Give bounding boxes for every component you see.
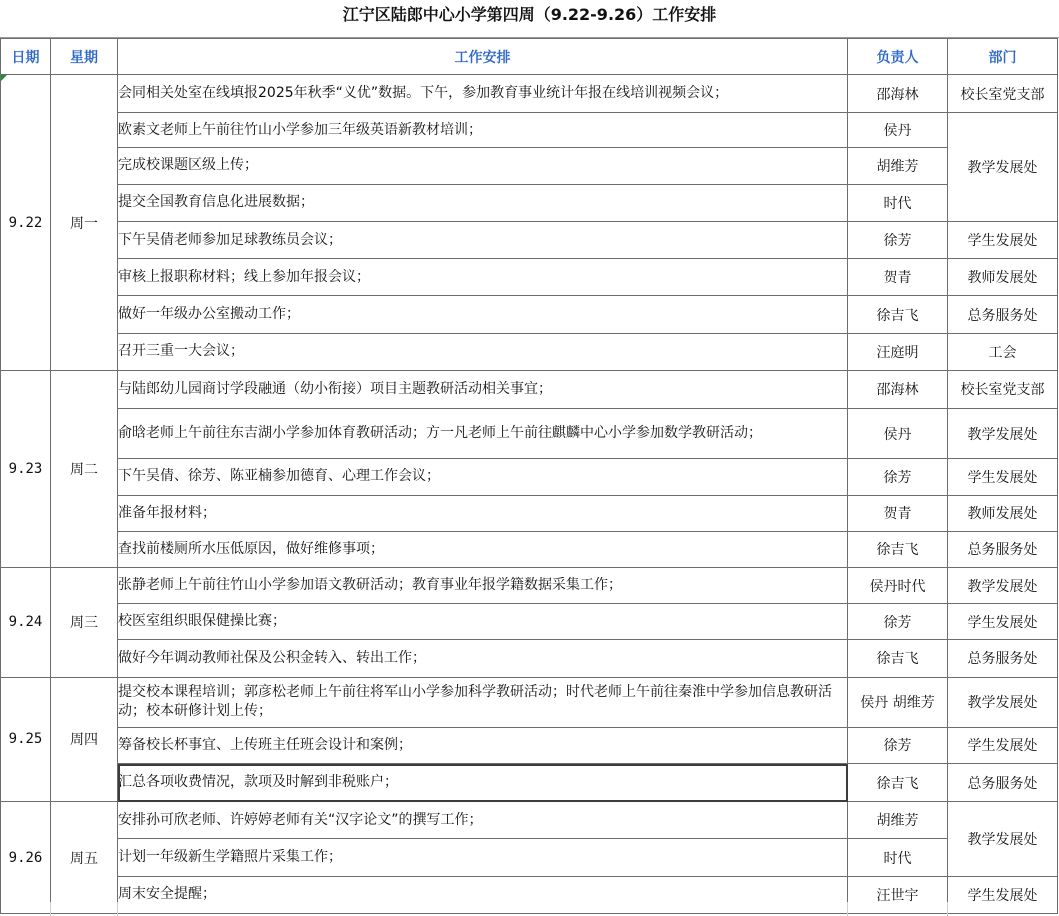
weekday-cell[interactable]: 周三 (51, 567, 118, 677)
date-cell[interactable]: 9.22 (1, 75, 51, 371)
task-cell[interactable]: 欧素文老师上午前往竹山小学参加三年级英语新教材培训； (118, 113, 848, 147)
dept-cell[interactable]: 总务服务处 (948, 764, 1058, 802)
task-cell[interactable]: 计划一年级新生学籍照片采集工作； (118, 839, 848, 876)
table-row (1, 409, 1058, 459)
dept-cell[interactable]: 学生发展处 (948, 459, 1058, 495)
empty-cell[interactable] (117, 902, 848, 916)
header-task[interactable]: 工作安排 (118, 39, 848, 75)
table-row (1, 677, 1058, 727)
task-cell[interactable]: 完成校课题区级上传； (118, 147, 848, 184)
header-row (1, 39, 1058, 75)
owner-cell[interactable]: 胡维芳 (848, 802, 948, 839)
owner-cell[interactable]: 徐芳 (848, 222, 948, 259)
owner-cell[interactable]: 侯丹 胡维芳 (848, 677, 948, 727)
dept-cell[interactable]: 教师发展处 (948, 259, 1058, 296)
owner-cell[interactable]: 徐吉飞 (848, 640, 948, 677)
task-cell[interactable]: 下午吴倩老师参加足球教练员会议； (118, 222, 848, 259)
task-cell[interactable]: 提交全国教育信息化进展数据； (118, 184, 848, 221)
empty-row (0, 902, 1059, 916)
task-cell[interactable]: 下午吴倩、徐芳、陈亚楠参加德育、心理工作会议； (118, 459, 848, 495)
sheet-title: 江宁区陆郎中心小学第四周（9.22-9.26）工作安排 (0, 0, 1059, 38)
table-row (1, 259, 1058, 296)
task-cell[interactable]: 会同相关处室在线填报2025年秋季“义优”数据。下午，参加教育事业统计年报在线培训视频会议； (118, 75, 848, 113)
dept-cell[interactable]: 学生发展处 (948, 604, 1058, 640)
owner-cell[interactable]: 汪世宇 (848, 876, 948, 913)
task-cell[interactable]: 俞晗老师上午前往东吉湖小学参加体育教研活动；方一凡老师上午前往麒麟中心小学参加数学教研活动； (118, 409, 848, 459)
table-row (1, 604, 1058, 640)
task-cell[interactable]: 校医室组织眼保健操比赛； (118, 604, 848, 640)
task-cell[interactable]: 安排孙可欣老师、许婷婷老师有关“汉字论文”的撰写工作； (118, 802, 848, 839)
owner-cell[interactable]: 徐吉飞 (848, 531, 948, 567)
dept-cell[interactable]: 总务服务处 (948, 296, 1058, 333)
dept-cell[interactable]: 校长室党支部 (948, 75, 1058, 113)
task-cell[interactable]: 查找前楼厕所水压低原因，做好维修事项； (118, 531, 848, 567)
task-cell[interactable]: 周末安全提醒； (118, 876, 848, 913)
owner-cell[interactable]: 侯丹 (848, 409, 948, 459)
table-row (1, 333, 1058, 370)
table-row (1, 531, 1058, 567)
owner-cell[interactable]: 徐芳 (848, 459, 948, 495)
owner-cell[interactable]: 时代 (848, 184, 948, 221)
task-cell[interactable]: 筹备校长杯事宜、上传班主任班会设计和案例； (118, 727, 848, 763)
table-row (1, 495, 1058, 531)
date-cell[interactable]: 9.25 (1, 677, 51, 802)
owner-cell[interactable]: 侯丹时代 (848, 567, 948, 603)
owner-cell[interactable]: 徐芳 (848, 727, 948, 763)
empty-cell[interactable] (50, 902, 118, 916)
empty-cell[interactable] (0, 902, 51, 916)
table-row (1, 567, 1058, 603)
dept-cell[interactable]: 工会 (948, 333, 1058, 370)
table-row (1, 459, 1058, 495)
dept-cell[interactable]: 教学发展处 (948, 409, 1058, 459)
owner-cell[interactable]: 邵海林 (848, 75, 948, 113)
empty-cell[interactable] (847, 902, 948, 916)
header-dept[interactable]: 部门 (948, 39, 1058, 75)
table-row (1, 147, 1058, 184)
weekday-cell[interactable]: 周五 (51, 802, 118, 914)
owner-cell[interactable]: 时代 (848, 839, 948, 876)
table-row (1, 727, 1058, 763)
task-cell[interactable]: 准备年报材料； (118, 495, 848, 531)
owner-cell[interactable]: 贺青 (848, 259, 948, 296)
task-cell-selected[interactable]: 汇总各项收费情况，款项及时解到非税账户； (118, 764, 848, 802)
dept-cell[interactable]: 教学发展处 (948, 677, 1058, 727)
dept-cell[interactable]: 教学发展处 (948, 113, 1058, 222)
date-cell[interactable]: 9.24 (1, 567, 51, 677)
dept-cell[interactable]: 教学发展处 (948, 802, 1058, 876)
table-row (1, 802, 1058, 839)
table-row (1, 764, 1058, 802)
date-cell[interactable]: 9.23 (1, 370, 51, 567)
schedule-table (0, 38, 1058, 914)
dept-cell[interactable]: 校长室党支部 (948, 370, 1058, 408)
dept-cell[interactable]: 学生发展处 (948, 727, 1058, 763)
table-row (1, 222, 1058, 259)
task-cell[interactable]: 提交校本课程培训；郭彦松老师上午前往将军山小学参加科学教研活动；时代老师上午前往秦淮中学参加信息教研活动；校本研修计划上传； (118, 677, 848, 727)
dept-cell[interactable]: 总务服务处 (948, 640, 1058, 677)
header-owner[interactable]: 负责人 (848, 39, 948, 75)
table-row (1, 75, 1058, 113)
owner-cell[interactable]: 侯丹 (848, 113, 948, 147)
task-cell[interactable]: 张静老师上午前往竹山小学参加语文教研活动；教育事业年报学籍数据采集工作； (118, 567, 848, 603)
dept-cell[interactable]: 总务服务处 (948, 531, 1058, 567)
owner-cell[interactable]: 贺青 (848, 495, 948, 531)
weekday-cell[interactable]: 周二 (51, 370, 118, 567)
dept-cell[interactable]: 学生发展处 (948, 876, 1058, 913)
owner-cell[interactable]: 徐芳 (848, 604, 948, 640)
table-row (1, 839, 1058, 876)
table-row (1, 184, 1058, 221)
table-row (1, 640, 1058, 677)
table-row (1, 296, 1058, 333)
owner-cell[interactable]: 邵海林 (848, 370, 948, 408)
table-row (1, 113, 1058, 147)
weekday-cell[interactable]: 周四 (51, 677, 118, 802)
cell-comment-marker (1, 75, 7, 81)
owner-cell[interactable]: 徐吉飞 (848, 764, 948, 802)
owner-cell[interactable]: 徐吉飞 (848, 296, 948, 333)
table-row (1, 370, 1058, 408)
task-cell[interactable]: 召开三重一大会议； (118, 333, 848, 370)
dept-cell[interactable]: 教师发展处 (948, 495, 1058, 531)
owner-cell[interactable]: 胡维芳 (848, 147, 948, 184)
date-cell[interactable]: 9.26 (1, 802, 51, 914)
dept-cell[interactable]: 教学发展处 (948, 567, 1058, 603)
owner-cell[interactable]: 汪庭明 (848, 333, 948, 370)
task-cell[interactable]: 做好一年级办公室搬动工作； (118, 296, 848, 333)
task-cell[interactable]: 做好今年调动教师社保及公积金转入、转出工作； (118, 640, 848, 677)
header-weekday[interactable]: 星期 (51, 39, 118, 75)
task-cell[interactable]: 审核上报职称材料；线上参加年报会议； (118, 259, 848, 296)
dept-cell[interactable]: 学生发展处 (948, 222, 1058, 259)
task-cell[interactable]: 与陆郎幼儿园商讨学段融通（幼小衔接）项目主题教研活动相关事宜； (118, 370, 848, 408)
weekday-cell[interactable]: 周一 (51, 75, 118, 371)
header-date[interactable]: 日期 (1, 39, 51, 75)
